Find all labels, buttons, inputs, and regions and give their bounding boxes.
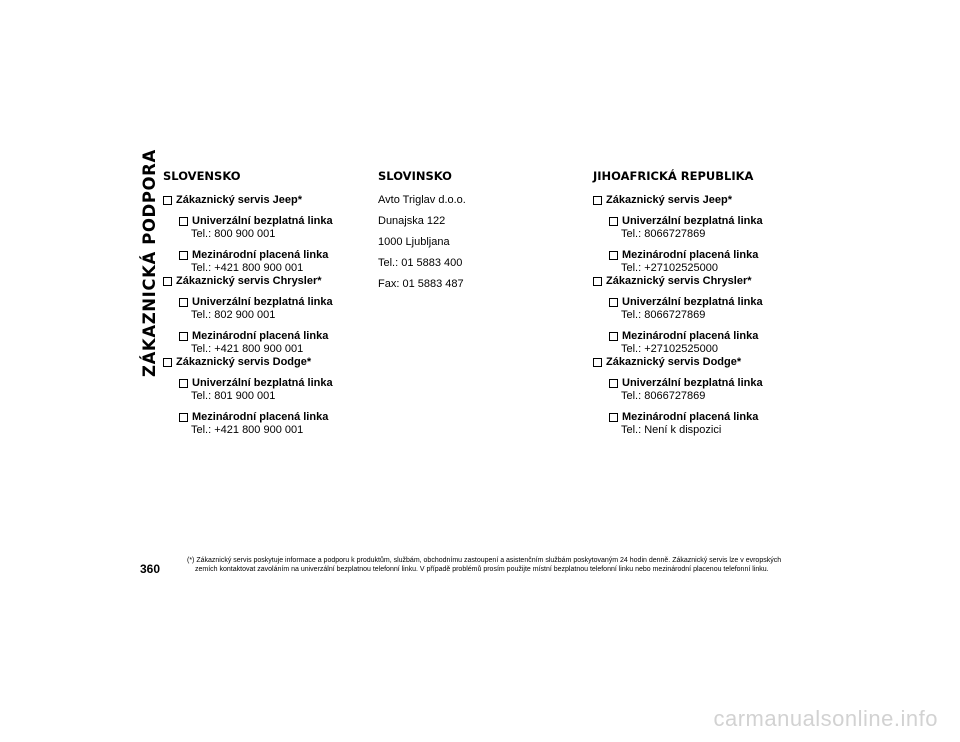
service-title: Zákaznický servis Jeep*	[606, 194, 732, 206]
service-title: Zákaznický servis Dodge*	[176, 356, 312, 368]
line-label: Mezinárodní placená linka	[192, 249, 329, 261]
line-label: Univerzální bezplatná linka	[192, 377, 333, 389]
service-group-jeep	[593, 194, 813, 275]
line-label: Mezinárodní placená linka	[622, 330, 759, 342]
line-label: Univerzální bezplatná linka	[192, 296, 333, 308]
line-label-row	[179, 377, 363, 390]
checkbox-bullet-icon	[609, 413, 618, 422]
address-company: Avto Triglav d.o.o.	[378, 194, 466, 206]
phone-number: Tel.: 8066727869	[621, 390, 706, 402]
phone-number: Tel.: Není k dispozici	[621, 424, 722, 436]
line-label-row	[609, 296, 813, 309]
checkbox-bullet-icon	[609, 217, 618, 226]
phone-number: Tel.: 802 900 001	[191, 309, 276, 321]
address-phone: Tel.: 01 5883 400	[378, 257, 463, 269]
line-label-row	[179, 296, 363, 309]
checkbox-bullet-icon	[593, 196, 602, 205]
phone-number: Tel.: +421 800 900 001	[191, 262, 304, 274]
phone-number: Tel.: 8066727869	[621, 309, 706, 321]
line-label: Mezinárodní placená linka	[622, 411, 759, 423]
phone-number: Tel.: +27102525000	[621, 262, 718, 274]
service-title-row	[593, 194, 813, 207]
line-label-row	[609, 411, 813, 424]
checkbox-bullet-icon	[163, 358, 172, 367]
service-title: Zákaznický servis Chrysler*	[606, 275, 752, 287]
line-label: Univerzální bezplatná linka	[622, 377, 763, 389]
line-label-row	[609, 215, 813, 228]
page-number: 360	[140, 562, 161, 576]
service-title-row	[593, 275, 813, 288]
line-label: Univerzální bezplatná linka	[622, 296, 763, 308]
checkbox-bullet-icon	[179, 217, 188, 226]
checkbox-bullet-icon	[179, 413, 188, 422]
service-group-chrysler	[593, 275, 813, 356]
column-jihoafricka	[593, 170, 813, 437]
line-label-row	[609, 330, 813, 343]
section-side-title: ZÁKAZNICKÁ PODPORA	[140, 149, 159, 377]
service-title-row	[163, 356, 363, 369]
service-title-row	[163, 275, 363, 288]
phone-number: Tel.: +27102525000	[621, 343, 718, 355]
service-group-jeep	[163, 194, 363, 275]
checkbox-bullet-icon	[593, 277, 602, 286]
address-fax: Fax: 01 5883 487	[378, 278, 464, 290]
line-label: Univerzální bezplatná linka	[622, 215, 763, 227]
service-title: Zákaznický servis Dodge*	[606, 356, 742, 368]
footnote	[187, 557, 807, 574]
country-heading: SLOVENSKO	[163, 169, 241, 183]
line-label-row	[179, 411, 363, 424]
phone-number: Tel.: 800 900 001	[191, 228, 276, 240]
country-heading: JIHOAFRICKÁ REPUBLIKA	[593, 169, 754, 183]
phone-number: Tel.: +421 800 900 001	[191, 424, 304, 436]
footnote-line: (*) Zákaznický servis poskytuje informace a podporu k produktům, službám, obchodnímu zastoupení a asistenčním službám poskytovaným 24 hodin denně. Zákaznický servis lze v evropských	[187, 557, 782, 564]
checkbox-bullet-icon	[163, 196, 172, 205]
checkbox-bullet-icon	[609, 379, 618, 388]
line-label: Mezinárodní placená linka	[192, 330, 329, 342]
line-label: Mezinárodní placená linka	[192, 411, 329, 423]
line-label: Univerzální bezplatná linka	[192, 215, 333, 227]
site-watermark: carmanualsonline.info	[713, 706, 938, 731]
service-group-dodge	[593, 356, 813, 437]
address-city: 1000 Ljubljana	[378, 236, 450, 248]
line-label-row	[609, 377, 813, 390]
line-label-row	[179, 330, 363, 343]
line-label-row	[179, 215, 363, 228]
service-group-dodge	[163, 356, 363, 437]
service-title: Zákaznický servis Jeep*	[176, 194, 302, 206]
footnote-line: zemích kontaktovat zavoláním na univerzální bezplatnou telefonní linku. V případě problémů prosím použijte místní bezplatnou telefonní linku nebo mezinárodní placenou telefonní linku.	[195, 565, 769, 573]
country-heading: SLOVINSKO	[378, 169, 452, 183]
phone-number: Tel.: +421 800 900 001	[191, 343, 304, 355]
checkbox-bullet-icon	[609, 251, 618, 260]
checkbox-bullet-icon	[179, 332, 188, 341]
line-label-row	[179, 249, 363, 262]
checkbox-bullet-icon	[179, 379, 188, 388]
service-title-row	[593, 356, 813, 369]
checkbox-bullet-icon	[609, 298, 618, 307]
service-group-chrysler	[163, 275, 363, 356]
address-street: Dunajska 122	[378, 215, 446, 227]
line-label: Mezinárodní placená linka	[622, 249, 759, 261]
service-title: Zákaznický servis Chrysler*	[176, 275, 322, 287]
phone-number: Tel.: 8066727869	[621, 228, 706, 240]
line-label-row	[609, 249, 813, 262]
checkbox-bullet-icon	[179, 251, 188, 260]
column-slovensko	[163, 170, 363, 437]
checkbox-bullet-icon	[179, 298, 188, 307]
phone-number: Tel.: 801 900 001	[191, 390, 276, 402]
checkbox-bullet-icon	[609, 332, 618, 341]
checkbox-bullet-icon	[593, 358, 602, 367]
service-title-row	[163, 194, 363, 207]
column-slovinsko	[378, 170, 578, 299]
checkbox-bullet-icon	[163, 277, 172, 286]
